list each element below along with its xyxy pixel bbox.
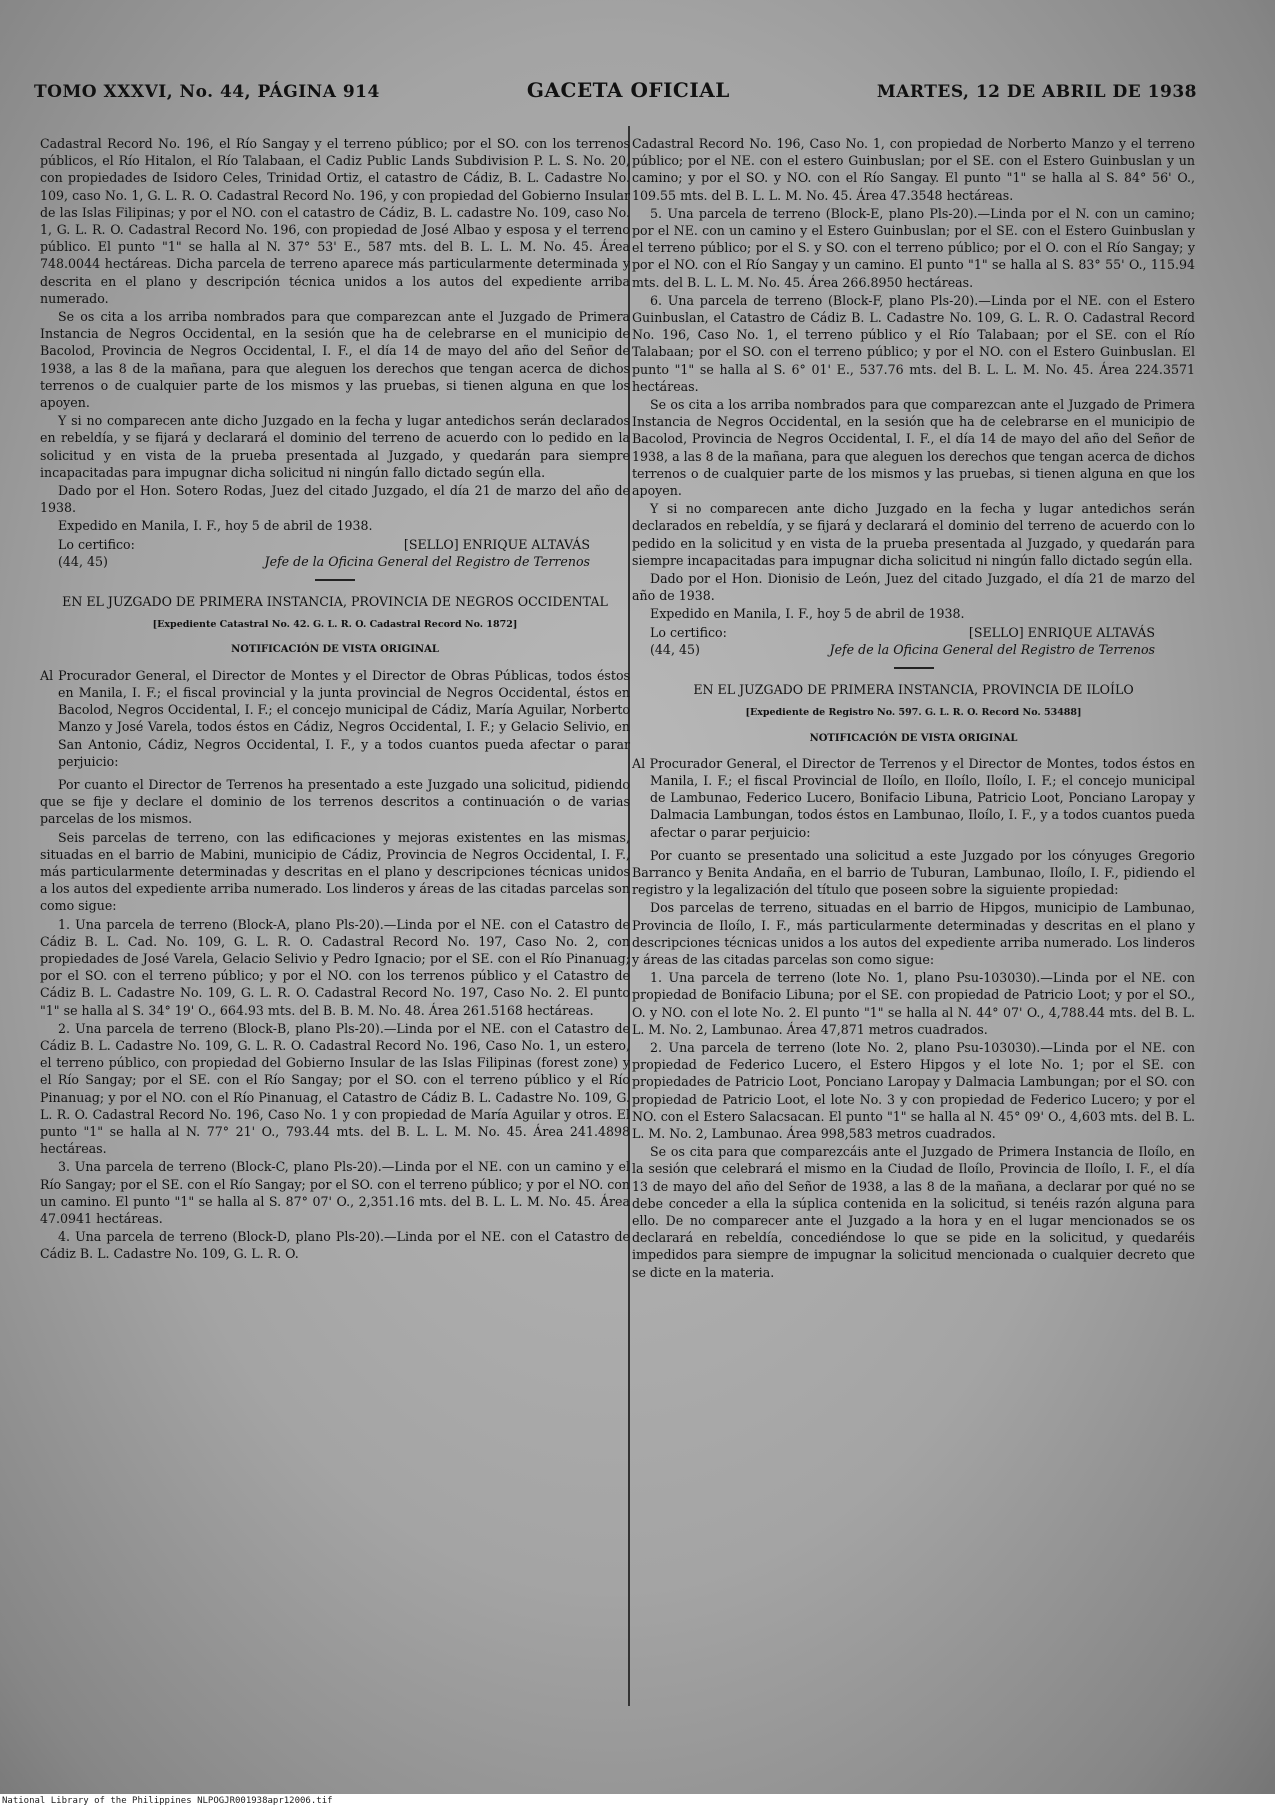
signature-row	[40, 536, 630, 553]
seal-label: [SELLO]	[968, 624, 1024, 640]
section-separator	[894, 667, 934, 669]
paragraph: Expedido en Manila, I. F., hoy 5 de abril de 1938.	[650, 606, 965, 622]
paragraph: Se os cita a los arriba nombrados para que comparezcan ante el Juzgado de Primera Instancia de Negros Occidental, en la sesión que ha de celebrarse en el municipio de Bacolod, Provincia de Negros Occidental, I. F., el día 14 de mayo del año del Señor de 1938, a las 8 de la mañana, para que aleguen los derechos que tengan acerca de dichos terrenos o de cualquier parte de los mismos y las pruebas, si tienen alguna en que los apoyen.	[632, 397, 1195, 499]
left-column	[40, 135, 630, 1264]
paragraph: 2. Una parcela de terreno (Block-B, plano Pls-20).—Linda por el NE. con el Catastro de Cádiz B. L. Cadastre No. 109, G. L. R. O. Cadastral Record No. 196, Caso No. 1, un estero, el terreno público, con propiedad del Gobierno Insular de las Islas Filipinas (forest zone) y el Río Sangay; por el SE. con el Río Sangay; por el SO. con el terreno público y el Río Pinanuag; y por el NO. con el Río Pinanuag, el Catastro de Cádiz B. L. Cadastre No. 109, G. L. R. O. Cadastral Record No. 196, Caso No. 1 y con propiedad de María Aguilar y otros. El punto "1" se halla al N. 77° 21' O., 793.44 mts. del B. L. L. M. No. 45. Área 241.4898 hectáreas.	[40, 1020, 630, 1157]
paragraph: Expedido en Manila, I. F., hoy 5 de abril de 1938.	[58, 518, 373, 534]
paragraph: 5. Una parcela de terreno (Block-E, plano Pls-20).—Linda por el N. con un camino; por el NE. con un camino y el Estero Guinbuslan; por el SE. con el Estero Guinbuslan y el terreno público; por el S. y SO. con el terreno público; por el O. con el Río Sangay; y por el NO. con el Río Sangay y un camino. El punto "1" se halla al S. 83° 55' O., 115.94 mts. del B. L. L. M. No. 45. Área 266.8950 hectáreas.	[632, 205, 1195, 290]
scan-footer: National Library of the Philippines NLPOGJR001938apr12006.tif	[0, 1794, 1275, 1808]
signature-block	[969, 624, 1195, 641]
addressees: Al Procurador General, el Director de Montes y el Director de Obras Públicas, todos éstos en Manila, I. F.; el fiscal provincial y la junta provincial de Negros Occidental, éstos en Bacolod, Negros Occidental, I. F.; el concejo municipal de Cádiz, María Aguilar, Norberto Manzo y José Varela, todos éstos en Cádiz, Negros Occidental, I. F.; y Gelacio Selivio, en San Antonio, Cádiz, Negros Occidental, I. F., y a todos cuantos pueda afectar o parar perjuicio:	[40, 667, 630, 769]
court-heading: EN EL JUZGADO DE PRIMERA INSTANCIA, PROVINCIA DE NEGROS OCCIDENTAL	[62, 594, 608, 610]
paragraph: Por cuanto el Director de Terrenos ha presentado a este Juzgado una solicitud, pidiendo que se fije y declare el dominio de los terrenos descritos a continuación o de varias parcelas de los mismos.	[40, 776, 630, 827]
paragraph: Dos parcelas de terreno, situadas en el barrio de Hipgos, municipio de Lambunao, Provincia de Iloílo, I. F., más particularmente determinadas y descritas en el plano y descripciones técnicas unidos a los autos del expediente arriba numerado. Los linderos y áreas de las citadas parcelas son como sigue:	[632, 900, 1195, 967]
paragraph: Se os cita a los arriba nombrados para que comparezcan ante el Juzgado de Primera Instancia de Negros Occidental, en la sesión que ha de celebrarse en el municipio de Bacolod, Provincia de Negros Occidental, I. F., el día 14 de mayo del año del Señor de 1938, a las 8 de la mañana, para que aleguen los derechos que tengan acerca de dichos terrenos o de cualquier parte de los mismos y las pruebas, si tienen alguna en que los apoyen.	[40, 309, 630, 411]
paragraph: Se os cita para que comparezcáis ante el Juzgado de Primera Instancia de Iloílo, en la sesión que celebrará el mismo en la Ciudad de Iloílo, Provincia de Iloílo, I. F., el día 13 de mayo del año del Señor de 1938, a las 8 de la mañana, a declarar por qué no se debe conceder a ella la súplica contenida en la solicitud, si tenéis razón alguna para ello. De no comparecer ante el Juzgado a la hora y en el lugar mencionados se os declarará en rebeldía, concediéndose lo que se pide en la solicitud, y quedaréis impedidos para siempre de impugnar la solicitud mencionada o cualquier decreto que se dicte en la materia.	[632, 1144, 1195, 1280]
paragraph: Cadastral Record No. 196, Caso No. 1, con propiedad de Norberto Manzo y el terreno público; por el NE. con el estero Guinbuslan; por el SE. con el Estero Guinbuslan y un camino; y por el SO. y NO. con el Río Sangay. El punto "1" se halla al S. 84° 56' O., 109.55 mts. del B. L. L. M. No. 45. Área 47.3548 hectáreas.	[632, 136, 1195, 203]
case-number: [Expediente Catastral No. 42. G. L. R. O. Cadastral Record No. 1872]	[152, 619, 518, 631]
page-header	[34, 78, 1197, 102]
notice-heading: NOTIFICACIÓN DE VISTA ORIGINAL	[809, 732, 1018, 744]
addressees: Al Procurador General, el Director de Terrenos y el Director de Montes, todos éstos en Manila, I. F.; el fiscal Provincial de Iloílo, en Iloílo, Iloílo, I. F.; el concejo municipal de Lambunao, Federico Lucero, Bonifacio Libuna, Patricio Loot, Ponciano Laropay y Dalmacia Lambungan, todos éstos en Lambunao, Iloílo, I. F., y a todos cuantos pueda afectar o parar perjuicio:	[632, 755, 1195, 840]
paragraph: 1. Una parcela de terreno (Block-A, plano Pls-20).—Linda por el NE. con el Catastro de Cádiz B. L. Cad. No. 109, G. L. R. O. Cadastral Record No. 197, Caso No. 2, con propiedades de José Varela, Gelacio Selivio y Pedro Ignacio; por el SE. con el Río Pinanuag; por el SO. con el terreno público; y por el NO. con los terrenos público y el Catastro de Cádiz B. L. Cadastre No. 109, G. L. R. O. Cadastral Record No. 197, Caso No. 2. El punto "1" se halla al S. 34° 19' O., 664.93 mts. del B. B. M. No. 48. Área 261.5168 hectáreas.	[40, 916, 630, 1018]
paragraph: 4. Una parcela de terreno (Block-D, plano Pls-20).—Linda por el NE. con el Catastro de Cádiz B. L. Cadastre No. 109, G. L. R. O.	[40, 1229, 630, 1262]
notice-number: (44, 45)	[58, 553, 108, 569]
seal-label: [SELLO]	[403, 536, 459, 552]
signature-row-2	[40, 553, 630, 570]
notice-number: (44, 45)	[650, 641, 700, 657]
certifico-label: Lo certifico:	[58, 536, 135, 552]
certifico-label: Lo certifico:	[650, 624, 727, 640]
case-number: [Expediente de Registro No. 597. G. L. R. O. Record No. 53488]	[745, 707, 1082, 719]
signer-title: Jefe de la Oficina General del Registro de Terrenos	[829, 641, 1155, 657]
header-date: MARTES, 12 DE ABRIL DE 1938	[876, 82, 1197, 102]
paragraph: Dado por el Hon. Dionisio de León, Juez del citado Juzgado, el día 21 de marzo del año de 1938.	[632, 571, 1195, 604]
paragraph: Cadastral Record No. 196, el Río Sangay y el terreno público; por el SO. con los terrenos públicos, el Río Hitalon, el Río Talabaan, el Cadiz Public Lands Subdivision P. L. S. No. 20, con propiedades de Isidoro Celes, Trinidad Ortiz, el catastro de Cádiz, B. L. Cadastre No. 109, caso No. 1, G. L. R. O. Cadastral Record No. 196, y con propiedad del Gobierno Insular de las Islas Filipinas; y por el NO. con el catastro de Cádiz, B. L. cadastre No. 109, caso No. 1, G. L. R. O. Cadastral Record No. 196, con propiedad de José Albao y esposa y el terreno público. El punto "1" se halla al N. 37° 53' E., 587 mts. del B. L. L. M. No. 45. Área 748.0044 hectáreas. Dicha parcela de terreno aparece más particularmente determinada y descrita en el plano y descripción técnica unidos a los autos del expediente arriba numerado.	[40, 136, 630, 306]
notice-heading: NOTIFICACIÓN DE VISTA ORIGINAL	[231, 644, 439, 656]
signer-name: ENRIQUE ALTAVÁS	[462, 536, 590, 552]
paragraph: 3. Una parcela de terreno (Block-C, plano Pls-20).—Linda por el NE. con un camino y el Río Sangay; por el SE. con el Río Sangay; por el SO. con el terreno público; y por el NO. con un camino. El punto "1" se halla al S. 87° 07' O., 2,351.16 mts. del B. L. L. M. No. 45. Área 47.0941 hectáreas.	[40, 1159, 630, 1226]
paragraph: 6. Una parcela de terreno (Block-F, plano Pls-20).—Linda por el NE. con el Estero Guinbuslan, el Catastro de Cádiz B. L. Cadastre No. 109, G. L. R. O. Cadastral Record No. 196, Caso No. 1, el terreno público y el Río Talabaan; por el SE. con el Río Talabaan; por el SO. con el terreno público; y por el NO. con el Estero Guinbuslan. El punto "1" se halla al S. 6° 01' E., 537.76 mts. del B. L. L. M. No. 45. Área 224.3571 hectáreas.	[632, 292, 1195, 394]
paragraph: 2. Una parcela de terreno (lote No. 2, plano Psu-103030).—Linda por el NE. con propiedad de Federico Lucero, el Estero Hipgos y el lote No. 1; por el SE. con propiedades de Patricio Loot, Ponciano Laropay y Dalmacia Lambungan; por el SO. con propiedad de Patricio Loot, el lote No. 3 y con propiedad de Federico Lucero; y por el NO. con el Estero Salacsacan. El punto "1" se halla al N. 45° 09' O., 4,603 mts. del B. L. L. M. No. 2, Lambunao. Área 998,583 metros cuadrados.	[632, 1039, 1195, 1141]
paragraph: Y si no comparecen ante dicho Juzgado en la fecha y lugar antedichos serán declarados en rebeldía, y se fijará y declarará el dominio del terreno de acuerdo con lo pedido en la solicitud y en vista de la prueba presentada al Juzgado, y quedarán para siempre incapacitadas para impugnar dicha solicitud ni ningún fallo dictado según ella.	[40, 413, 630, 480]
signature-row	[632, 624, 1195, 641]
paragraph: Y si no comparecen ante dicho Juzgado en la fecha y lugar antedichos serán declarados en rebeldía, y se fijará y declarará el dominio del terreno de acuerdo con lo pedido en la solicitud y en vista de la prueba presentada al Juzgado, y quedarán para siempre incapacitadas para impugnar dicha solicitud ni ningún fallo dictado según ella.	[632, 501, 1195, 568]
right-column	[632, 135, 1195, 1282]
signature-block	[404, 536, 630, 553]
paragraph: Dado por el Hon. Sotero Rodas, Juez del citado Juzgado, el día 21 de marzo del año de 1938.	[40, 483, 630, 516]
signature-row-2	[632, 641, 1195, 658]
paragraph: Seis parcelas de terreno, con las edificaciones y mejoras existentes en las mismas, situadas en el barrio de Mabini, municipio de Cádiz, Provincia de Negros Occidental, I. F., más particularmente determinadas y descritas en el plano y descripciones técnicas unidos a los autos del expediente arriba numerado. Los linderos y áreas de las citadas parcelas son como sigue:	[40, 829, 630, 914]
header-volume-page: TOMO XXXVI, No. 44, PÁGINA 914	[34, 82, 380, 102]
paragraph: 1. Una parcela de terreno (lote No. 1, plano Psu-103030).—Linda por el NE. con propiedad de Bonifacio Libuna; por el SE. con propiedad de Patricio Loot; y por el SO., O. y NO. con el lote No. 2. El punto "1" se halla al N. 44° 07' O., 4,788.44 mts. del B. L. L. M. No. 2, Lambunao. Área 47,871 metros cuadrados.	[632, 970, 1195, 1037]
signer-name: ENRIQUE ALTAVÁS	[1027, 624, 1155, 640]
court-heading: EN EL JUZGADO DE PRIMERA INSTANCIA, PROVINCIA DE ILOÍLO	[693, 682, 1134, 698]
paragraph: Por cuanto se presentado una solicitud a este Juzgado por los cónyuges Gregorio Barranco y Benita Andaña, en el barrio de Tuburan, Lambunao, Iloílo, I. F., pidiendo el registro y la legalización del título que poseen sobre la siguiente propiedad:	[632, 847, 1195, 898]
section-separator	[315, 579, 355, 581]
header-title: GACETA OFICIAL	[526, 78, 730, 102]
signer-title: Jefe de la Oficina General del Registro de Terrenos	[264, 553, 590, 569]
